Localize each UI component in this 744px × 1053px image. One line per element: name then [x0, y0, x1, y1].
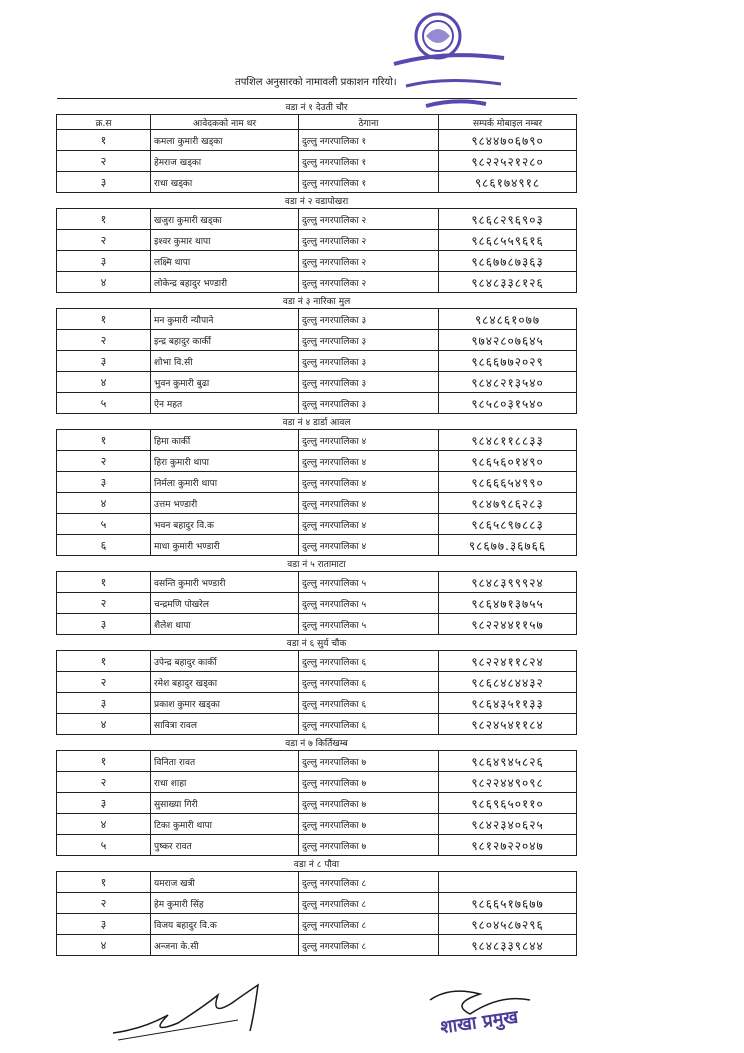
applicant-address: दुल्लु नगरपालिका १	[299, 130, 439, 151]
table-row	[57, 172, 577, 193]
applicant-name: विजय बहादुर वि.क	[151, 914, 299, 935]
applicant-phone: ९८६९६५०११०	[439, 793, 577, 814]
applicant-name: हेमराज खड्का	[151, 151, 299, 172]
table-row	[57, 272, 577, 293]
serial-number: १	[57, 430, 151, 451]
applicant-name: उपेन्द्र बहादुर कार्की	[151, 651, 299, 672]
applicant-phone: ९८२४५४११८४	[439, 714, 577, 735]
applicant-address: दुल्लु नगरपालिका २	[299, 209, 439, 230]
applicant-name: उत्तम भण्डारी	[151, 493, 299, 514]
applicant-name: इश्वर कुमार थापा	[151, 230, 299, 251]
applicant-address: दुल्लु नगरपालिका ७	[299, 814, 439, 835]
applicant-name: हेम कुमारी सिंह	[151, 893, 299, 914]
applicant-phone: ९८४८६१०७७	[439, 309, 577, 330]
table-row	[57, 451, 577, 472]
table-row	[57, 330, 577, 351]
ward-heading-row	[57, 735, 577, 751]
applicant-address: दुल्लु नगरपालिका ४	[299, 535, 439, 556]
applicant-address: दुल्लु नगरपालिका ७	[299, 751, 439, 772]
ward-heading-row	[57, 99, 577, 115]
col-header-address: ठेगाना	[299, 115, 439, 130]
serial-number: २	[57, 593, 151, 614]
applicant-name: इन्द्र बहादुर कार्की	[151, 330, 299, 351]
applicant-phone: ९८४८३९९९२४	[439, 572, 577, 593]
applicant-phone: ९८६८४८४४३२	[439, 672, 577, 693]
serial-number: ३	[57, 793, 151, 814]
serial-number: ४	[57, 814, 151, 835]
applicant-name: प्रकाश कुमार खड्का	[151, 693, 299, 714]
table-row	[57, 393, 577, 414]
serial-number: ३	[57, 251, 151, 272]
applicant-name: मन कुमारी न्यौपाने	[151, 309, 299, 330]
serial-number: २	[57, 893, 151, 914]
serial-number: २	[57, 330, 151, 351]
applicant-phone: ९८६४३५११३३	[439, 693, 577, 714]
table-row	[57, 535, 577, 556]
serial-number: ३	[57, 614, 151, 635]
applicant-name: राधा शाहा	[151, 772, 299, 793]
serial-number: २	[57, 772, 151, 793]
applicant-address: दुल्लु नगरपालिका ६	[299, 672, 439, 693]
applicant-address: दुल्लु नगरपालिका ७	[299, 835, 439, 856]
applicant-phone: ९८६४७१३७५५	[439, 593, 577, 614]
applicant-address: दुल्लु नगरपालिका ४	[299, 451, 439, 472]
col-header-sn: क्र.स	[57, 115, 151, 130]
serial-number: २	[57, 672, 151, 693]
applicant-address: दुल्लु नगरपालिका ७	[299, 793, 439, 814]
applicant-phone: ९८४२३४०६२५	[439, 814, 577, 835]
serial-number: ३	[57, 693, 151, 714]
applicant-address: दुल्लु नगरपालिका ४	[299, 514, 439, 535]
serial-number: ५	[57, 393, 151, 414]
applicant-name: वसन्ति कुमारी भण्डारी	[151, 572, 299, 593]
serial-number: ४	[57, 935, 151, 956]
serial-number: २	[57, 230, 151, 251]
ward-heading: वडा नं ४ डार्डा आवल	[57, 414, 577, 430]
applicant-name: राधा खड्का	[151, 172, 299, 193]
table-row	[57, 514, 577, 535]
ward-heading-row	[57, 193, 577, 209]
applicant-phone: ९८६८२९६९०३	[439, 209, 577, 230]
applicant-address: दुल्लु नगरपालिका ५	[299, 572, 439, 593]
applicant-name: हिमा कार्की	[151, 430, 299, 451]
applicant-address: दुल्लु नगरपालिका २	[299, 230, 439, 251]
section-head-stamp: शाखा प्रमुख	[438, 1006, 520, 1039]
applicant-name: पुष्कर रावत	[151, 835, 299, 856]
serial-number: ४	[57, 372, 151, 393]
applicant-name: सुसाख्या गिरी	[151, 793, 299, 814]
applicant-address: दुल्लु नगरपालिका ३	[299, 330, 439, 351]
applicant-phone: ९८६६७७२०२९	[439, 351, 577, 372]
table-row	[57, 772, 577, 793]
applicant-name: टिका कुमारी थापा	[151, 814, 299, 835]
table-row	[57, 372, 577, 393]
col-header-name: आवेदकको नाम थर	[151, 115, 299, 130]
applicant-name: खजुरा कुमारी खड्का	[151, 209, 299, 230]
applicant-phone: ९८६६५१७६७७	[439, 893, 577, 914]
applicant-phone: ९७४२८०७६४५	[439, 330, 577, 351]
applicant-address: दुल्लु नगरपालिका ६	[299, 714, 439, 735]
applicant-address: दुल्लु नगरपालिका ८	[299, 914, 439, 935]
applicant-address: दुल्लु नगरपालिका ६	[299, 651, 439, 672]
table-row	[57, 230, 577, 251]
applicant-phone: ९८०४५८७२९६	[439, 914, 577, 935]
ward-heading-row	[57, 414, 577, 430]
applicant-address: दुल्लु नगरपालिका ८	[299, 872, 439, 893]
applicant-name: विनिता रावत	[151, 751, 299, 772]
applicant-name: अन्जना के.सी	[151, 935, 299, 956]
table-row	[57, 130, 577, 151]
ward-heading: वडा नं ३ नारिका मुल	[57, 293, 577, 309]
serial-number: ४	[57, 714, 151, 735]
applicant-name: हिरा कुमारी थापा	[151, 451, 299, 472]
ward-heading-row	[57, 556, 577, 572]
applicant-address: दुल्लु नगरपालिका २	[299, 272, 439, 293]
table-row	[57, 472, 577, 493]
applicant-address: दुल्लु नगरपालिका ५	[299, 593, 439, 614]
applicant-address: दुल्लु नगरपालिका ३	[299, 393, 439, 414]
table-row	[57, 793, 577, 814]
applicant-address: दुल्लु नगरपालिका ३	[299, 372, 439, 393]
applicant-name: सावित्रा रावल	[151, 714, 299, 735]
applicant-phone: ९८२२४४९०९८	[439, 772, 577, 793]
table-row	[57, 209, 577, 230]
applicant-name: कमला कुमारी खड्का	[151, 130, 299, 151]
serial-number: १	[57, 651, 151, 672]
applicant-name: शैलेश थापा	[151, 614, 299, 635]
applicant-name: लोकेन्द्र बहादुर भण्डारी	[151, 272, 299, 293]
serial-number: १	[57, 309, 151, 330]
serial-number: ५	[57, 835, 151, 856]
table-row	[57, 893, 577, 914]
serial-number: ३	[57, 351, 151, 372]
applicant-phone: ९८६८५५९६१६	[439, 230, 577, 251]
table-row	[57, 614, 577, 635]
table-row	[57, 935, 577, 956]
applicant-address: दुल्लु नगरपालिका २	[299, 251, 439, 272]
applicant-phone: ९८४८३३८१२६	[439, 272, 577, 293]
table-row	[57, 751, 577, 772]
applicant-name: चन्द्रमणि पोखरेल	[151, 593, 299, 614]
applicant-phone: ९८६६६५४९९०	[439, 472, 577, 493]
table-row	[57, 309, 577, 330]
serial-number: ३	[57, 172, 151, 193]
applicant-name: निर्मला कुमारी थापा	[151, 472, 299, 493]
ward-heading: वडा नं ७ किर्तिखम्ब	[57, 735, 577, 751]
ward-heading-row	[57, 293, 577, 309]
applicant-phone: ९८६७७.३६७६६	[439, 535, 577, 556]
applicant-address: दुल्लु नगरपालिका ४	[299, 472, 439, 493]
applicant-phone: ९८५८०३१५४०	[439, 393, 577, 414]
serial-number: ६	[57, 535, 151, 556]
ward-heading: वडा नं २ वडापोखरा	[57, 193, 577, 209]
serial-number: १	[57, 872, 151, 893]
applicant-phone: ९८६७७८७३६३	[439, 251, 577, 272]
table-row	[57, 151, 577, 172]
applicant-phone: ९८४८३३९८४४	[439, 935, 577, 956]
table-row	[57, 814, 577, 835]
applicant-address: दुल्लु नगरपालिका ३	[299, 351, 439, 372]
applicant-phone: ९८१२७२२०४७	[439, 835, 577, 856]
table-row	[57, 872, 577, 893]
column-header-row	[57, 115, 577, 130]
applicant-name: माधा कुमारी भण्डारी	[151, 535, 299, 556]
ward-heading-row	[57, 856, 577, 872]
ward-heading: वडा नं ५ रातामाटा	[57, 556, 577, 572]
table-row	[57, 493, 577, 514]
ward-heading: वडा नं ८ पौवा	[57, 856, 577, 872]
applicant-name: शोभा वि.सी	[151, 351, 299, 372]
applicant-phone: ९८६५८९७८८३	[439, 514, 577, 535]
serial-number: १	[57, 130, 151, 151]
applicant-phone: ९८६१७४९१८	[439, 172, 577, 193]
applicant-phone	[439, 872, 577, 893]
table-row	[57, 651, 577, 672]
serial-number: ४	[57, 272, 151, 293]
table-row	[57, 351, 577, 372]
applicant-address: दुल्लु नगरपालिका ५	[299, 614, 439, 635]
table-row	[57, 835, 577, 856]
serial-number: १	[57, 751, 151, 772]
applicant-phone: ९८४७९८६२८३	[439, 493, 577, 514]
applicant-address: दुल्लु नगरपालिका ७	[299, 772, 439, 793]
applicant-name: रमेश बहादुर खड्का	[151, 672, 299, 693]
serial-number: ४	[57, 493, 151, 514]
applicant-phone: ९८२२४११८२४	[439, 651, 577, 672]
applicant-phone: ९८४४७०६७९०	[439, 130, 577, 151]
applicant-address: दुल्लु नगरपालिका ६	[299, 693, 439, 714]
applicant-name: भुवन कुमारी बुढा	[151, 372, 299, 393]
ward-heading: वडा नं ६ सुर्य चौक	[57, 635, 577, 651]
table-row	[57, 672, 577, 693]
applicant-table	[56, 98, 577, 956]
applicant-phone: ९८२२५२१२८०	[439, 151, 577, 172]
applicant-phone: ९८६४९४५८२६	[439, 751, 577, 772]
applicant-address: दुल्लु नगरपालिका ४	[299, 493, 439, 514]
table-row	[57, 714, 577, 735]
serial-number: ३	[57, 472, 151, 493]
applicant-phone: ९८४८११८८३३	[439, 430, 577, 451]
table-row	[57, 572, 577, 593]
serial-number: १	[57, 209, 151, 230]
applicant-phone: ९८४८२१३५४०	[439, 372, 577, 393]
applicant-address: दुल्लु नगरपालिका ३	[299, 309, 439, 330]
serial-number: १	[57, 572, 151, 593]
table-row	[57, 430, 577, 451]
applicant-address: दुल्लु नगरपालिका १	[299, 151, 439, 172]
table-row	[57, 251, 577, 272]
applicant-address: दुल्लु नगरपालिका १	[299, 172, 439, 193]
table-row	[57, 914, 577, 935]
applicant-name: यमराज खत्री	[151, 872, 299, 893]
serial-number: २	[57, 151, 151, 172]
applicant-address: दुल्लु नगरपालिका ४	[299, 430, 439, 451]
table-row	[57, 693, 577, 714]
applicant-name: भवन बहादुर वि.क	[151, 514, 299, 535]
applicant-phone: ९८२२४४११५७	[439, 614, 577, 635]
col-header-phone: सम्पर्क मोबाइल नम्बर	[439, 115, 577, 130]
ward-heading: वडा नं १ देउती चौर	[57, 99, 577, 115]
serial-number: २	[57, 451, 151, 472]
ward-heading-row	[57, 635, 577, 651]
table-row	[57, 593, 577, 614]
applicant-name: लक्ष्मि थापा	[151, 251, 299, 272]
signature-left	[108, 978, 278, 1046]
applicant-name: ऐन महत	[151, 393, 299, 414]
applicant-address: दुल्लु नगरपालिका ८	[299, 893, 439, 914]
applicant-phone: ९८६५६०१४९०	[439, 451, 577, 472]
intro-line: तपशिल अनुसारको नामावली प्रकाशन गरियो।	[235, 77, 397, 88]
serial-number: ५	[57, 514, 151, 535]
serial-number: ३	[57, 914, 151, 935]
applicant-address: दुल्लु नगरपालिका ८	[299, 935, 439, 956]
